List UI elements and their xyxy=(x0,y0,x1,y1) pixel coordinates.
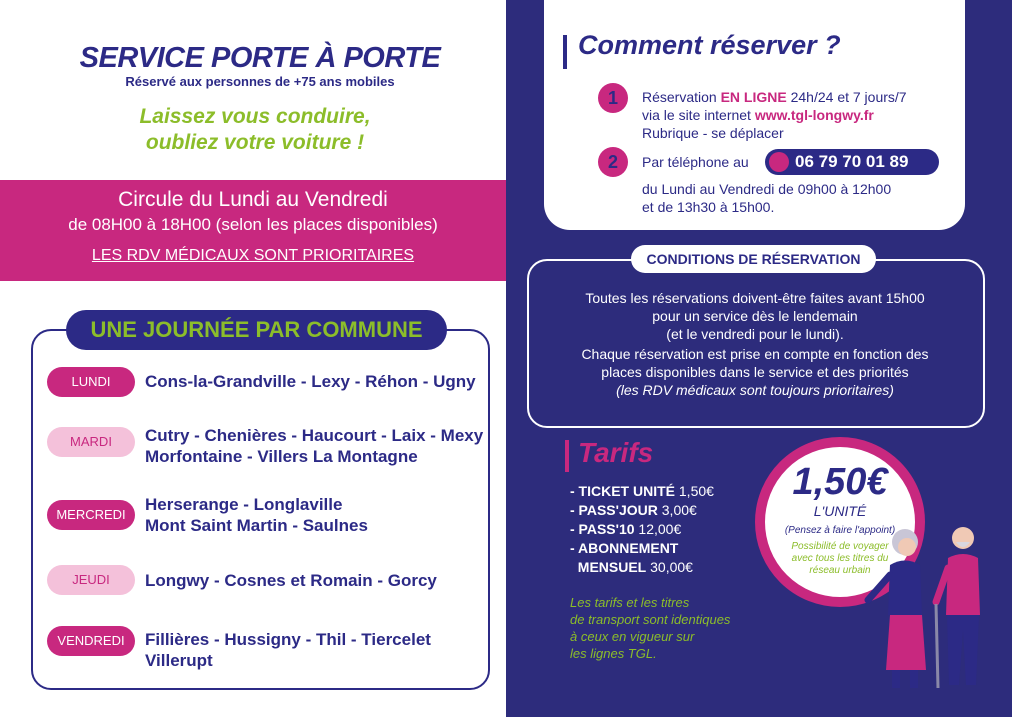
tarif-item xyxy=(570,501,697,520)
title-accent-bar xyxy=(563,35,567,69)
towns-jeudi xyxy=(145,570,437,591)
tarif-label: - TICKET UNITÉ xyxy=(570,483,675,499)
day-badge-lundi: LUNDI xyxy=(47,367,135,397)
towns-line: Herserange - Longlaville xyxy=(145,495,343,514)
step-2-label: Par téléphone au xyxy=(642,154,749,170)
step-1-line-3: Rubrique - se déplacer xyxy=(642,125,784,141)
towns-line: Cons-la-Grandville - Lexy - Réhon - Ugny xyxy=(145,372,476,391)
elderly-couple-illustration xyxy=(860,520,1000,695)
medical-priority-note: LES RDV MÉDICAUX SONT PRIORITAIRES xyxy=(91,247,415,264)
circle-price: 1,50€ xyxy=(792,461,888,503)
step-1-badge: 1 xyxy=(598,83,628,113)
tagline-line-1: Laissez vous conduire, xyxy=(139,105,371,128)
towns-line: Villerupt xyxy=(145,651,213,670)
tarif-note-line: à ceux en vigueur sur xyxy=(570,629,695,644)
tarif-item xyxy=(570,482,714,501)
website-prefix: via le site internet xyxy=(642,107,755,123)
service-subtitle: Réservé aux personnes de +75 ans mobiles xyxy=(125,74,395,89)
condition-line: Chaque réservation est prise en compte en fonction des xyxy=(581,346,929,362)
tarif-label: - PASS'JOUR xyxy=(570,502,658,518)
day-badge-mercredi: MERCREDI xyxy=(47,500,135,530)
towns-mercredi xyxy=(145,494,368,536)
schedule-days: Circule du Lundi au Vendredi xyxy=(118,188,388,211)
schedule-band xyxy=(0,180,506,281)
tarif-price: 30,00€ xyxy=(646,559,693,575)
tarif-price: 12,00€ xyxy=(634,521,682,537)
service-title: SERVICE PORTE À PORTE xyxy=(79,42,441,74)
step-1-text xyxy=(642,88,907,142)
towns-line: Morfontaine - Villers La Montagne xyxy=(145,447,418,466)
day-badge-jeudi: JEUDI xyxy=(47,565,135,595)
step-2-line-1: du Lundi au Vendredi de 09h00 à 12h00 xyxy=(642,181,892,197)
conditions-heading: CONDITIONS DE RÉSERVATION xyxy=(631,245,876,273)
tarif-label: - PASS'10 xyxy=(570,521,635,537)
condition-line: places disponibles dans le service et des priorités xyxy=(601,364,909,380)
commune-heading: UNE JOURNÉE PAR COMMUNE xyxy=(66,310,447,350)
tarif-label: MENSUEL xyxy=(570,559,647,575)
circle-urbain: Possibilité de voyager avec tous les titres du réseau urbain xyxy=(791,541,889,576)
schedule-hours: de 08H00 à 18H00 (selon les places disponibles) xyxy=(68,215,438,234)
day-badge-vendredi: VENDREDI xyxy=(47,626,135,656)
phone-icon xyxy=(769,152,789,172)
tarif-note-line: de transport sont identiques xyxy=(570,612,731,627)
towns-line: Mont Saint Martin - Saulnes xyxy=(145,516,368,535)
step-2-hours xyxy=(642,180,891,216)
tarif-item xyxy=(570,539,678,558)
tarif-price: 1,50€ xyxy=(675,483,714,499)
towns-line: Longwy - Cosnes et Romain - Gorcy xyxy=(145,571,437,590)
tarif-note-line: les lignes TGL. xyxy=(570,646,657,661)
step-2-badge: 2 xyxy=(598,147,628,177)
phone-pill[interactable] xyxy=(765,149,939,175)
condition-line: (les RDV médicaux sont toujours prioritaires) xyxy=(616,382,894,398)
tarif-note xyxy=(570,594,730,662)
tarif-note-line: Les tarifs et les titres xyxy=(570,595,690,610)
day-badge-mardi: MARDI xyxy=(47,427,135,457)
tarif-item xyxy=(570,558,693,577)
towns-line: Fillières - Hussigny - Thil - Tiercelet xyxy=(145,630,431,649)
tagline-line-2: oubliez votre voiture ! xyxy=(145,131,365,154)
conditions-box xyxy=(527,259,985,428)
condition-line: pour un service dès le lendemain xyxy=(652,308,858,324)
step-1-line-1 xyxy=(642,88,907,106)
tarif-item xyxy=(570,520,681,539)
woman-figure xyxy=(868,529,926,688)
reservation-title: Comment réserver ? xyxy=(578,30,841,60)
towns-lundi xyxy=(145,371,476,392)
tarif-label: - ABONNEMENT xyxy=(570,540,679,556)
online-label: EN LIGNE xyxy=(720,89,787,105)
step-1-line-2 xyxy=(642,106,907,124)
step-2-line-2: et de 13h30 à 15h00. xyxy=(642,199,775,215)
step-1-prefix: Réservation xyxy=(642,89,721,105)
tarifs-title: Tarifs xyxy=(578,437,654,468)
towns-vendredi xyxy=(145,629,431,671)
circle-appoint: (Pensez à faire l'appoint) xyxy=(784,525,896,536)
tarif-price: 3,00€ xyxy=(657,502,697,518)
man-figure xyxy=(936,527,980,688)
website-link[interactable]: www.tgl-longwy.fr xyxy=(754,107,874,123)
tagline xyxy=(0,104,510,156)
tarifs-accent-bar xyxy=(565,440,569,472)
step-1-suffix: 24h/24 et 7 jours/7 xyxy=(786,89,907,105)
condition-line: (et le vendredi pour le lundi). xyxy=(666,326,844,342)
condition-line: Toutes les réservations doivent-être faites avant 15h00 xyxy=(585,290,925,306)
towns-mardi xyxy=(145,425,483,467)
towns-line: Cutry - Chenières - Haucourt - Laix - Mexy xyxy=(145,426,484,445)
phone-number: 06 79 70 01 89 xyxy=(795,152,909,171)
circle-unit: L'UNITÉ xyxy=(813,503,867,519)
